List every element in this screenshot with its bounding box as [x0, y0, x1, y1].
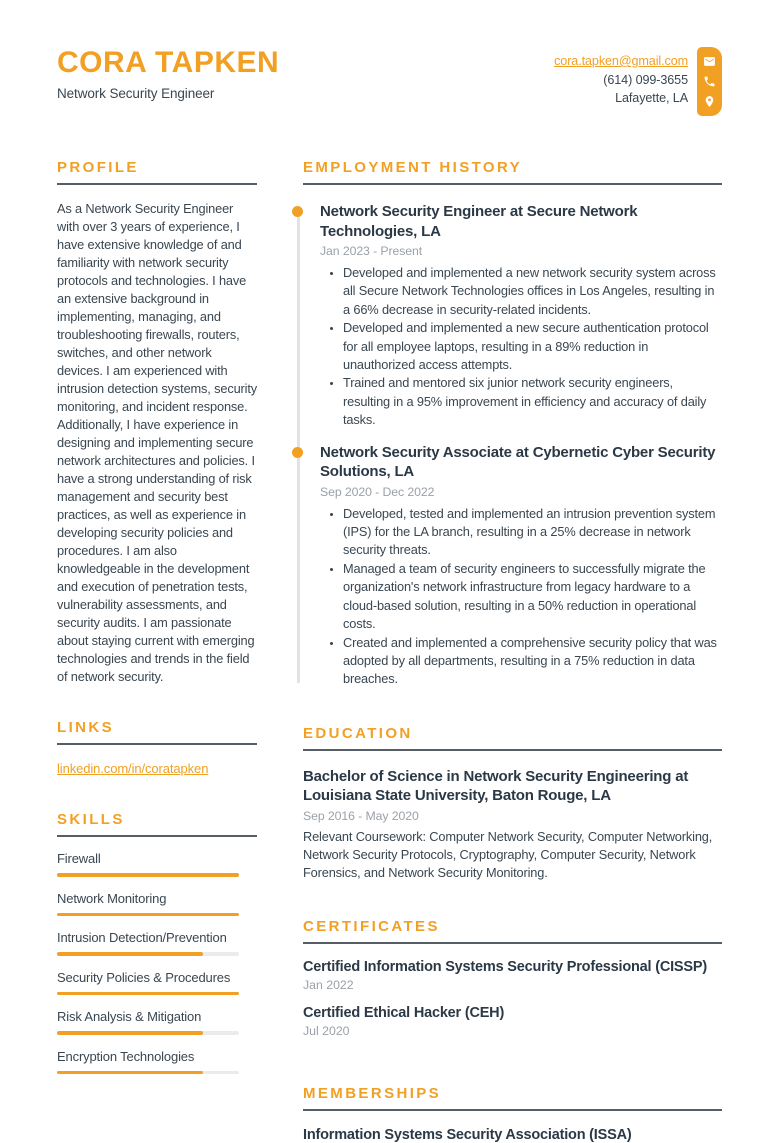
job-bullet: • Created and implemented a comprehensive security policy that was adopted by all departments, resulting in a 75% reduction in data breaches.: [343, 634, 722, 689]
job-title: Network Security Engineer at Secure Network Technologies, LA: [320, 203, 638, 240]
skill-bar: [57, 992, 239, 996]
job-bullet: • Developed and implemented a new network security system across all Secure Network Technologies offices in Los Angeles, resulting in a 66% decrease in security-related incidents.: [343, 264, 722, 319]
skill-fill: [57, 873, 239, 877]
job-entry: [303, 202, 722, 430]
employment-heading: EMPLOYMENT HISTORY: [303, 159, 722, 185]
certificate-title: Certified Information Systems Security Professional (CISSP): [303, 958, 707, 975]
phone-number: (614) 099-3655: [603, 72, 688, 87]
skills-section: [57, 811, 257, 1074]
job-bullet: • Managed a team of security engineers to successfully migrate the organization's network infrastructure from legacy hardware to a cloud-based solution, resulting in a 50% reduction in operational costs.: [343, 560, 722, 634]
timeline-dot-icon: [292, 447, 303, 458]
skill-label: Security Policies & Procedures: [57, 969, 231, 985]
skill-item: [57, 1049, 257, 1075]
linkedin-link[interactable]: linkedin.com/in/coratapken: [57, 761, 209, 776]
education-heading: EDUCATION: [303, 725, 722, 751]
job-bullet: • Developed and implemented a new secure authentication protocol for all employee laptops, resulting in a 89% reduction in unauthorized access attempts.: [343, 319, 722, 374]
profile-heading: PROFILE: [57, 159, 257, 185]
contact-block: [554, 47, 722, 116]
skill-item: [57, 1009, 257, 1035]
education-entry: [303, 767, 722, 882]
content-columns: [57, 159, 722, 1143]
skills-heading: SKILLS: [57, 811, 257, 837]
membership-entry: Information Systems Security Association (ISSA): [303, 1126, 632, 1143]
skill-bar: [57, 1031, 239, 1035]
certificate-date: Jan 2022: [303, 977, 354, 992]
education-dates: Sep 2016 - May 2020: [303, 808, 419, 823]
memberships-heading: MEMBERSHIPS: [303, 1085, 722, 1111]
certificate-entry: [303, 959, 722, 992]
degree-title: Bachelor of Science in Network Security Engineering at Louisiana State University, Baton Rouge, LA: [303, 767, 689, 805]
skill-label: Firewall: [57, 851, 101, 866]
skill-fill: [57, 913, 239, 917]
contact-icon-bar: [697, 47, 722, 116]
job-title: Network Security Associate at Cybernetic Cyber Security Solutions, LA: [320, 443, 716, 481]
certificate-title: Certified Ethical Hacker (CEH): [303, 1004, 505, 1021]
job-dates: Jan 2023 - Present: [320, 244, 423, 258]
links-section: [57, 719, 257, 778]
job-bullet-list: [320, 264, 722, 430]
skill-fill: [57, 952, 203, 956]
job-bullet-list: [320, 505, 722, 689]
job-bullet: • Developed, tested and implemented an intrusion prevention system (IPS) for the LA branch, resulting in a 25% decrease in network security threats.: [343, 505, 722, 560]
contact-rows: [554, 47, 688, 116]
timeline-line: [297, 208, 300, 683]
sidebar: [57, 159, 257, 1143]
skill-bar: [57, 873, 239, 877]
education-section: [303, 725, 722, 882]
skill-item: [57, 891, 257, 917]
employment-timeline: [303, 202, 722, 689]
skill-item: [57, 930, 257, 956]
skill-label: Network Monitoring: [57, 890, 167, 906]
links-heading: LINKS: [57, 719, 257, 745]
header-identity: [57, 47, 279, 101]
skill-item: [57, 851, 257, 877]
certificates-heading: CERTIFICATES: [303, 918, 722, 944]
skill-item: [57, 970, 257, 996]
candidate-job-title: Network Security Engineer: [57, 85, 215, 101]
employment-section: [303, 159, 722, 689]
location-text: Lafayette, LA: [615, 91, 688, 105]
certificates-section: [303, 918, 722, 1038]
job-bullet: • Trained and mentored six junior network security engineers, resulting in a 95% improvement in efficiency and accuracy of daily tasks.: [343, 374, 722, 429]
memberships-section: [303, 1085, 722, 1143]
header: [57, 47, 722, 116]
mail-icon: [703, 55, 716, 68]
email-link[interactable]: cora.tapken@gmail.com: [554, 54, 688, 68]
main-content: [303, 159, 722, 1143]
education-description: Relevant Coursework: Computer Network Security, Computer Networking, Network Security Protocols, Cryptography, Computer Security, Network Forensics, and Network Security Monitoring.: [303, 828, 713, 880]
skill-label: Risk Analysis & Mitigation: [57, 1009, 202, 1024]
candidate-name: CORA TAPKEN: [57, 46, 280, 79]
profile-text: As a Network Security Engineer with over 3 years of experience, I have extensive knowledge of and familiarity with network security protocols and technologies. I have an extensive background in implementing, managing, and troubleshooting firewalls, routers, switches, and other network devices. I am experienced with intrusion detection systems, security monitoring, and incident response. Additionally, I have experience in designing and implementing secure network architectures and policies. I have a strong understanding of risk management and security best practices, as well as experience in developing security policies and procedures. I am also knowledgeable in the development and execution of penetration tests, vulnerability assessments, and security audits. I am passionate about staying current with emerging technologies and trends in the field of network security.: [57, 201, 257, 684]
skill-bar: [57, 913, 239, 917]
job-entry: [303, 443, 722, 689]
skill-label: Encryption Technologies: [57, 1048, 195, 1064]
location-pin-icon: [703, 95, 716, 108]
certificate-entry: [303, 1005, 722, 1038]
certificate-date: Jul 2020: [303, 1023, 350, 1038]
skill-bar: [57, 1071, 239, 1075]
skill-fill: [57, 1071, 203, 1075]
phone-icon: [703, 75, 716, 88]
profile-section: [57, 159, 257, 686]
skill-fill: [57, 1031, 203, 1035]
skill-label: Intrusion Detection/Prevention: [57, 930, 227, 945]
skill-bar: [57, 952, 239, 956]
timeline-dot-icon: [292, 206, 303, 217]
skill-fill: [57, 992, 239, 996]
job-dates: Sep 2020 - Dec 2022: [320, 484, 435, 499]
